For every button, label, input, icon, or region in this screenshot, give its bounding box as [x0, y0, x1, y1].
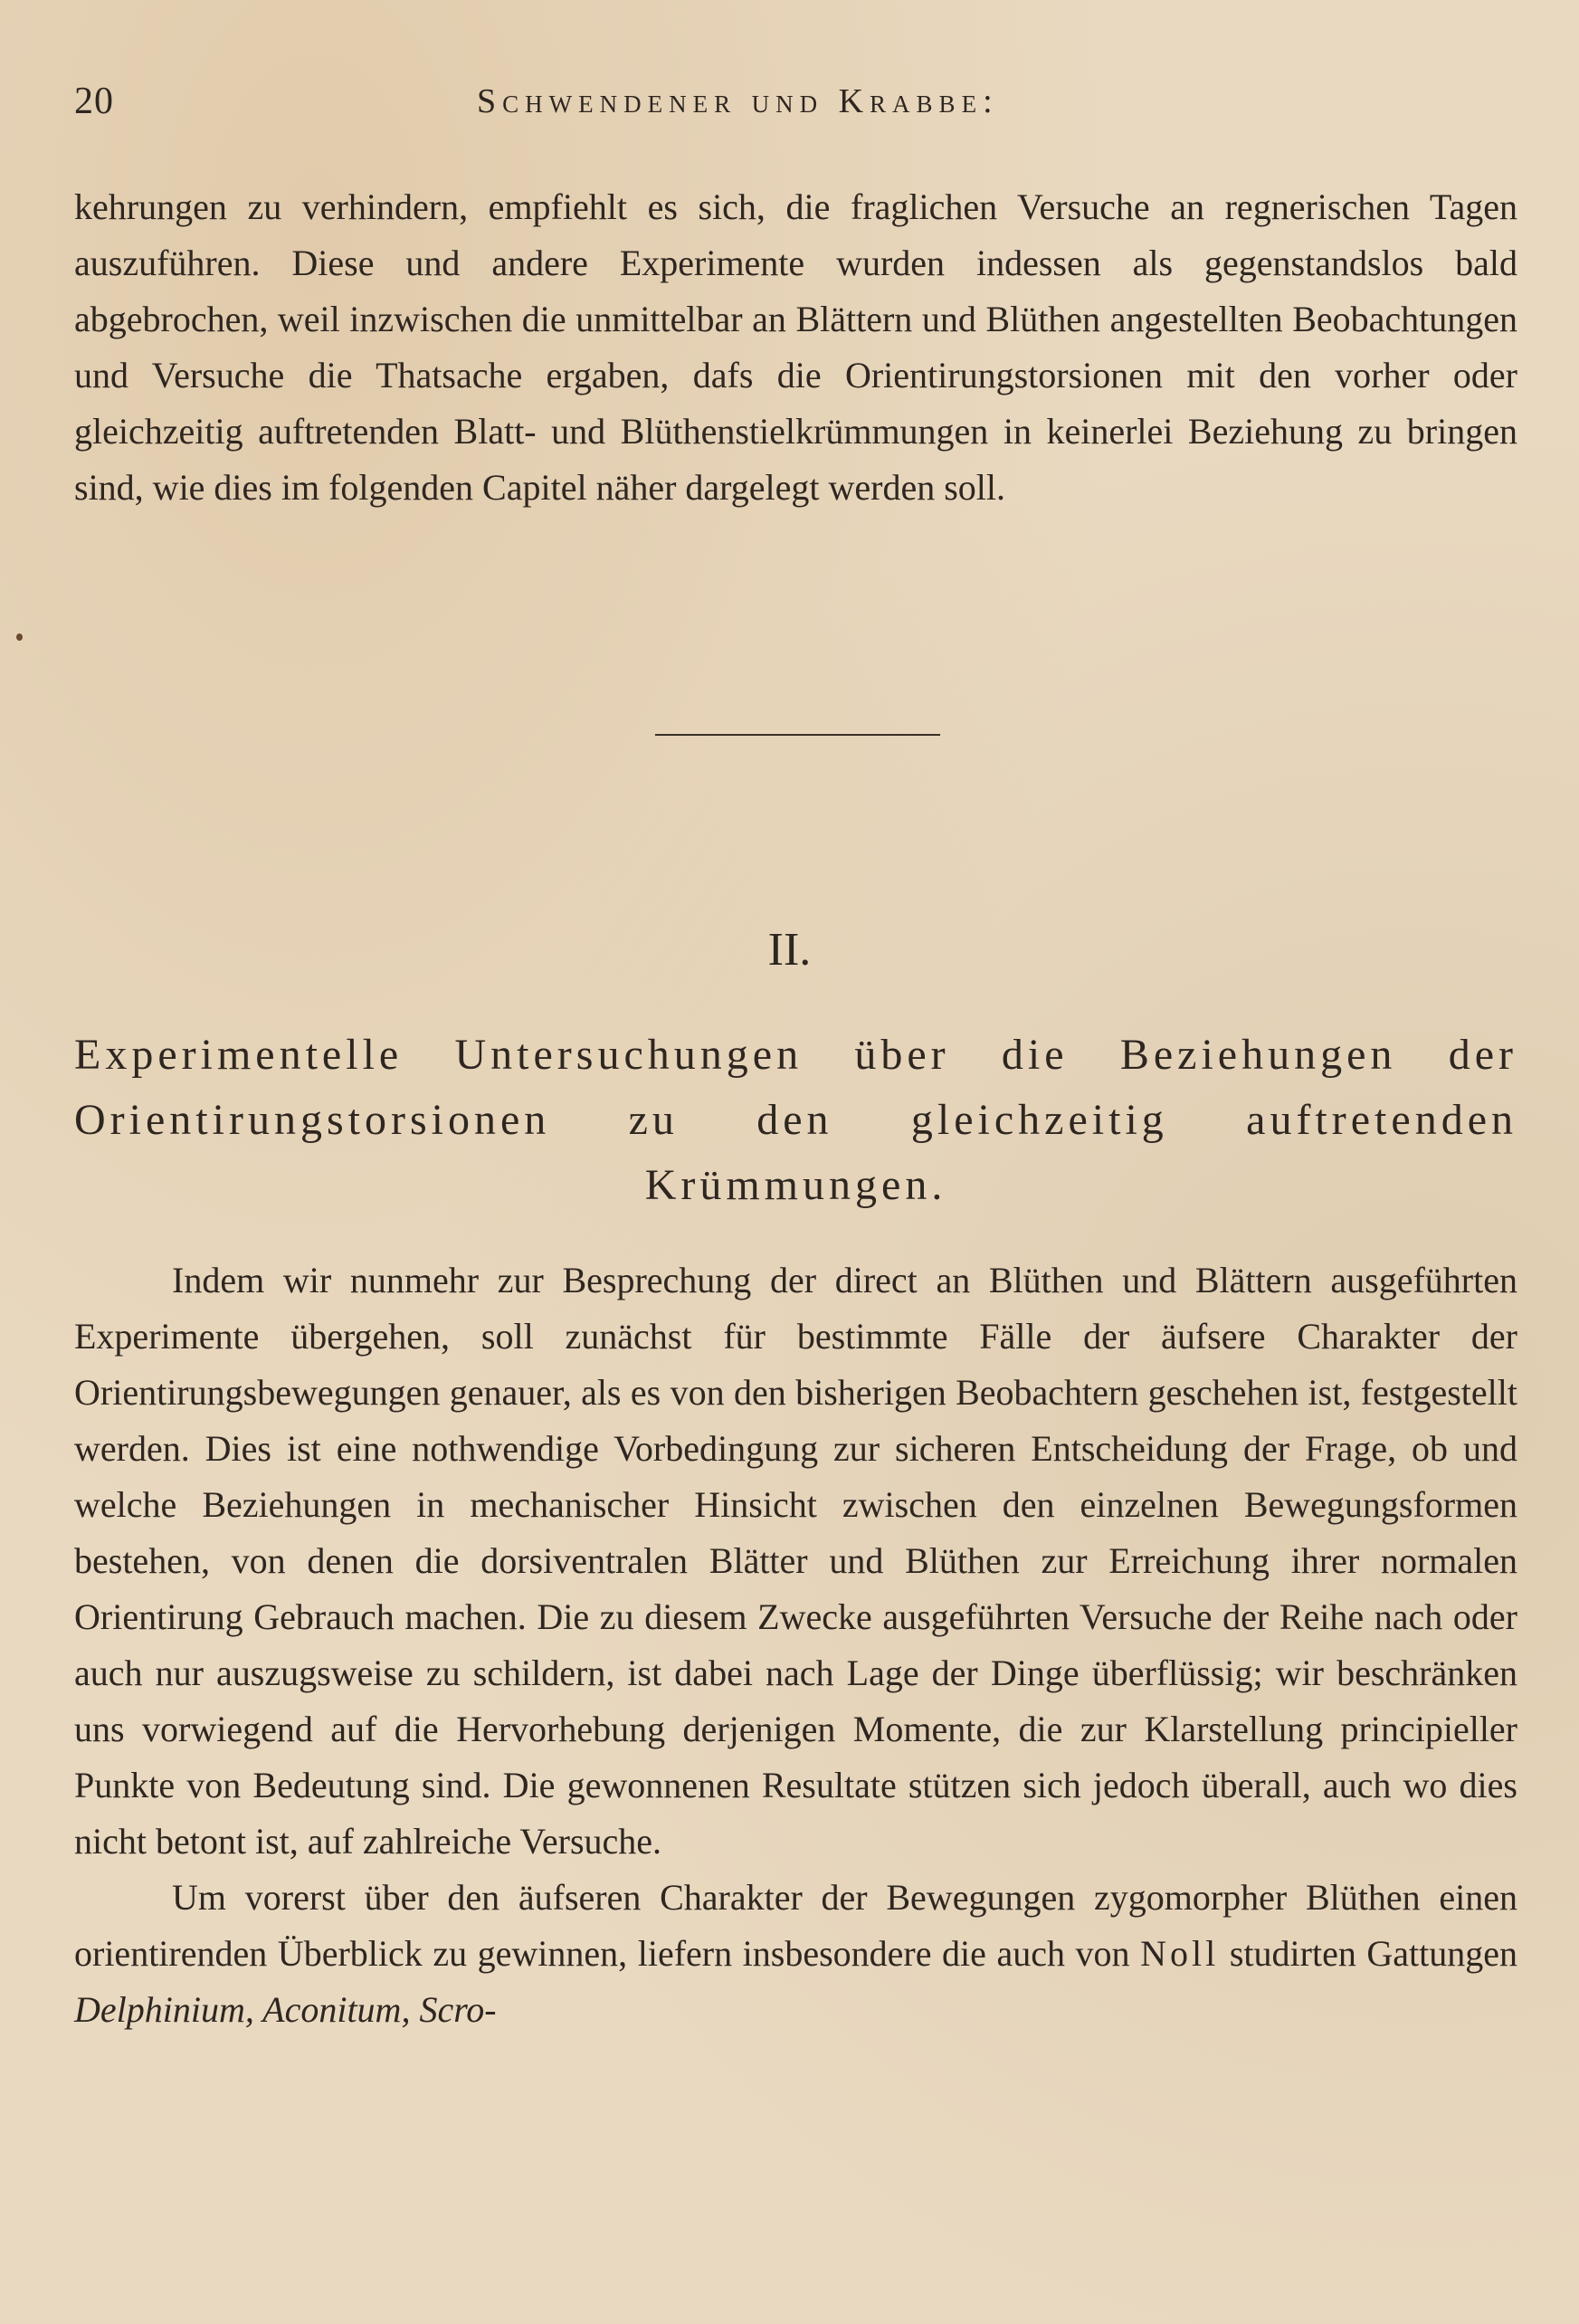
- chapter-number: II.: [767, 924, 812, 976]
- body-paragraph-2: [74, 1870, 1517, 2038]
- running-title: Schwendener und Krabbe:: [477, 82, 999, 120]
- genus-names: Delphinium, Aconitum, Scro-: [74, 1989, 497, 2030]
- body-text-block: [74, 1252, 1517, 2038]
- section-divider: [655, 734, 940, 736]
- page-number: 20: [74, 81, 114, 122]
- paragraph-2-mid: studirten Gattungen: [1229, 1933, 1518, 1974]
- author-name: Noll: [1140, 1933, 1220, 1974]
- paragraph-2-start: Um vorerst über den äufseren Charakter der Bewegungen zygomorpher Blüthen einen orientirenden Überblick zu gewinnen, liefern insbesondere die auch von: [74, 1877, 1517, 1974]
- running-head: [74, 80, 1522, 134]
- paper-speck: [16, 633, 23, 641]
- intro-paragraph-block: [74, 179, 1517, 516]
- body-paragraph-1: Indem wir nunmehr zur Besprechung der direct an Blüthen und Blättern ausgeführten Experimente übergehen, soll zunächst für bestimmte Fälle der äufsere Charakter der Orientirungsbewegungen genauer, als es von den bisherigen Beobachtern geschehen ist, festgestellt werden. Dies ist eine nothwendige Vorbedingung zur sicheren Entscheidung der Frage, ob und welche Beziehungen in mechanischer Hinsicht zwischen den einzelnen Bewegungsformen bestehen, von denen die dorsiventralen Blätter und Blüthen zur Erreichung ihrer normalen Orientirung Gebrauch machen. Die zu diesem Zwecke ausgeführten Versuche der Reihe nach oder auch nur auszugsweise zu schildern, ist dabei nach Lage der Dinge überflüssig; wir beschränken uns vorwiegend auf die Hervorhebung derjenigen Momente, die zur Klarstellung principieller Punkte von Bedeutung sind. Die gewonnenen Resultate stützen sich jedoch überall, auch wo dies nicht betont ist, auf zahlreiche Versuche.: [74, 1260, 1517, 1862]
- intro-paragraph: kehrungen zu verhindern, empfiehlt es sich, die fraglichen Versuche an regnerischen Tagen auszuführen. Diese und andere Experimente wurden indessen als gegenstandslos bald abgebrochen, weil inzwischen die unmittelbar an Blättern und Blüthen angestellten Beobachtungen und Versuche die Thatsache ergaben, dafs die Orientirungstorsionen mit den vorher oder gleichzeitig auftretenden Blatt- und Blüthenstielkrümmungen in keinerlei Beziehung zu bringen sind, wie dies im folgenden Capitel näher dargelegt werden soll.: [74, 186, 1517, 508]
- chapter-title: Experimentelle Untersuchungen über die Beziehungen der Orientirungstorsionen zu den gleichzeitig auftretenden Krümmungen.: [74, 1031, 1517, 1209]
